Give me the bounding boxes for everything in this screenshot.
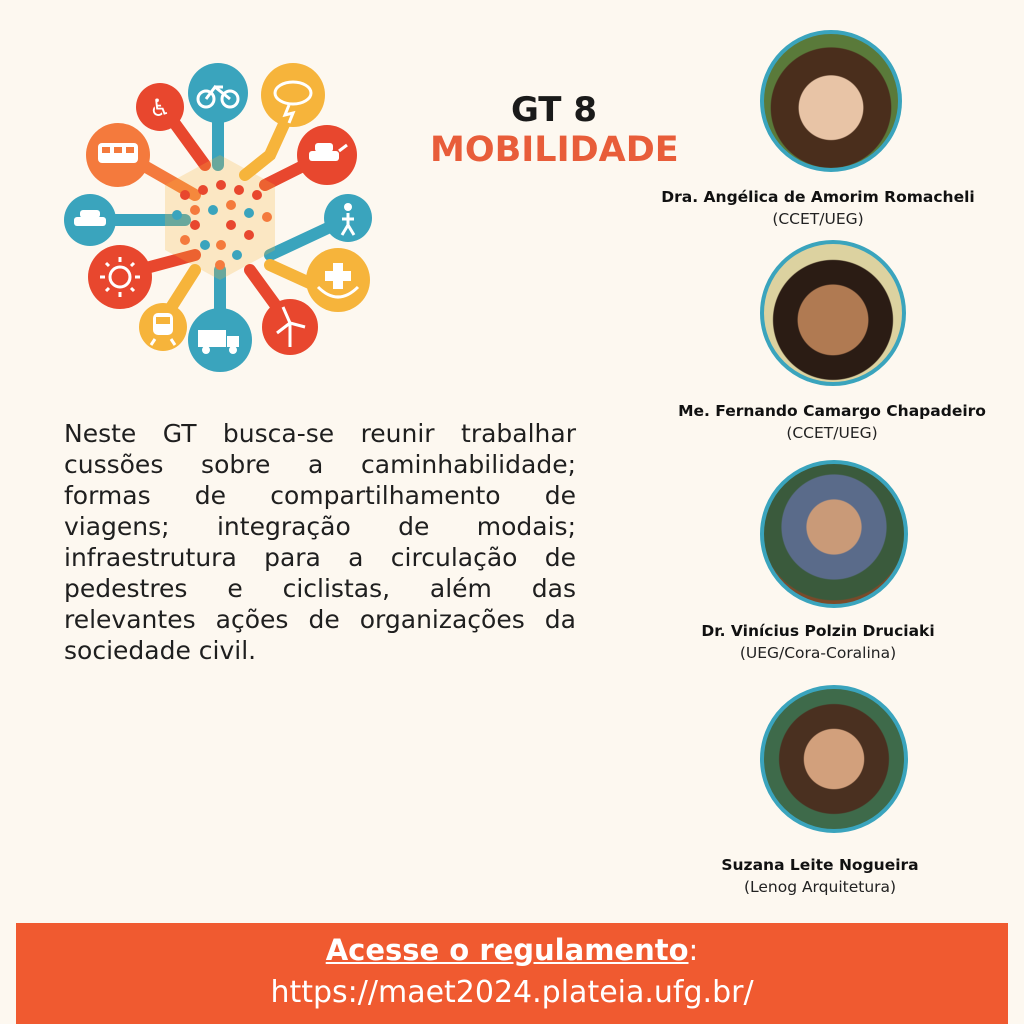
sun-icon <box>88 245 152 309</box>
gt-description: Neste GT busca-se reunir trabalhar cussões sobre a caminhabilidade; formas de compartilhamento de viagens; integração de modais; infraestrutura para a circulação de pedestres e ciclistas, além das relevantes ações de organizações da sociedade civil. <box>64 419 576 665</box>
svg-text:♿: ♿ <box>149 94 171 122</box>
regulation-link[interactable]: Acesse o regulamento <box>325 933 689 967</box>
pedestrian-icon <box>324 194 372 242</box>
storm-cloud-icon <box>261 63 325 127</box>
regulation-cta <box>16 933 1008 967</box>
speaker-name: Dr. Vinícius Polzin Druciaki <box>701 622 935 640</box>
wheelchair-icon <box>136 83 184 131</box>
gt-number: GT 8 <box>511 90 597 130</box>
avatar <box>760 30 902 172</box>
mobility-illustration <box>55 55 385 385</box>
car-icon <box>64 194 116 246</box>
bus-icon <box>86 123 150 187</box>
cta-suffix: : <box>688 933 699 967</box>
footer-banner <box>16 923 1008 1024</box>
train-icon <box>139 303 187 351</box>
regulation-url[interactable]: https://maet2024.plateia.ufg.br/ <box>270 975 754 1010</box>
electric-car-icon <box>297 125 357 185</box>
speaker-affiliation: (CCET/UEG) <box>772 210 864 228</box>
speaker-affiliation: (UEG/Cora-Coralina) <box>739 644 897 662</box>
avatar <box>760 685 908 833</box>
speaker-affiliation: (CCET/UEG) <box>786 424 878 442</box>
health-cross-icon <box>306 248 370 312</box>
gt-theme-title: MOBILIDADE <box>430 130 679 170</box>
avatar <box>760 240 906 386</box>
wind-turbine-icon <box>262 299 318 355</box>
speaker-affiliation: (Lenog Arquitetura) <box>743 878 897 896</box>
speaker-name: Suzana Leite Nogueira <box>721 856 919 874</box>
truck-icon <box>188 308 252 372</box>
speaker-name: Me. Fernando Camargo Chapadeiro <box>678 402 986 420</box>
avatar <box>760 460 908 608</box>
speaker-name: Dra. Angélica de Amorim Romacheli <box>661 188 975 206</box>
bicycle-icon <box>188 63 248 123</box>
